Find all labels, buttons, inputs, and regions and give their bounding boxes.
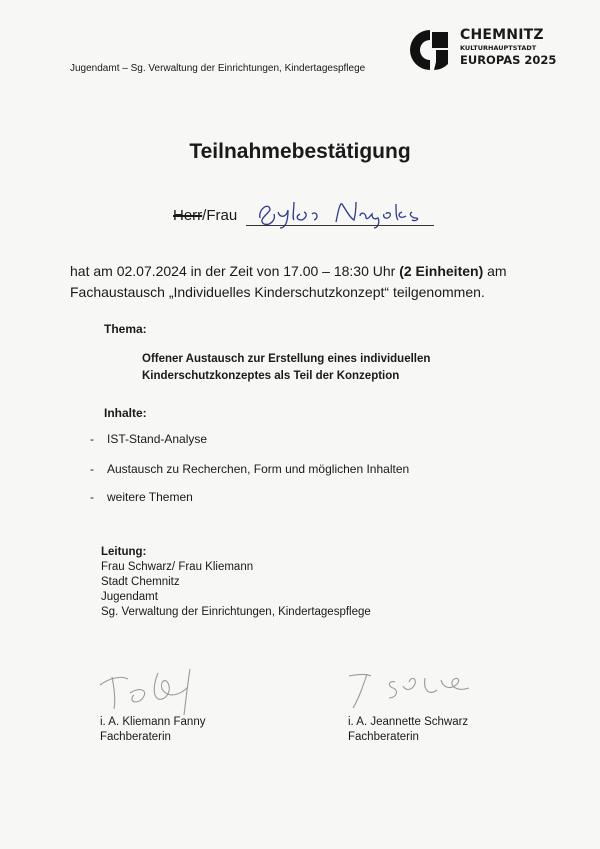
body-line-1-a: hat am 02.07.2024 in der Zeit von 17.00 – 18:30 Uhr [70, 263, 400, 279]
list-bullet: - [90, 490, 94, 504]
document-title: Teilnahmebestätigung [189, 140, 411, 163]
chemnitz-logo-icon [408, 28, 452, 72]
signer-1 [100, 715, 205, 745]
body-units: (2 Einheiten) [399, 263, 484, 279]
salutation [173, 207, 237, 224]
signer-1-name: i. A. Kliemann Fanny [100, 716, 206, 728]
name-underline [246, 225, 434, 226]
header-org-line: Jugendamt – Sg. Verwaltung der Einrichtungen, Kindertagespflege [70, 63, 366, 74]
leitung-block [101, 545, 371, 620]
salutation-struck: Herr [173, 207, 203, 224]
logo-line-2: KULTURHAUPTSTADT [460, 43, 537, 52]
list-item: IST-Stand-Analyse [107, 432, 208, 446]
leitung-line: Stadt Chemnitz [101, 575, 180, 588]
thema-line-2: Kinderschutzkonzeptes als Teil der Konzeption [142, 369, 400, 382]
salutation-rest: /Frau [202, 207, 238, 224]
thema-text [142, 351, 430, 384]
logo-line-3: EUROPAS 2025 [460, 52, 557, 67]
thema-label: Thema: [104, 322, 147, 336]
leitung-line: Frau Schwarz/ Frau Kliemann [101, 560, 254, 573]
list-bullet: - [90, 432, 94, 446]
signer-1-role: Fachberaterin [100, 730, 171, 743]
signature-schwarz [345, 668, 475, 713]
body-line-1 [70, 263, 507, 279]
leitung-line: Jugendamt [101, 590, 158, 603]
signature-kliemann [98, 665, 218, 720]
inhalte-label: Inhalte: [104, 406, 147, 420]
list-item: weitere Themen [107, 490, 193, 504]
list-bullet: - [90, 462, 94, 476]
logo-line-1: CHEMNITZ [460, 27, 544, 43]
thema-line-1: Offener Austausch zur Erstellung eines individuellen [142, 353, 431, 365]
logo-text [460, 28, 556, 66]
body-line-2: Fachaustausch „Individuelles Kinderschutzkonzept“ teilgenommen. [70, 284, 485, 300]
leitung-line: Sg. Verwaltung der Einrichtungen, Kindertagespflege [101, 605, 371, 618]
leitung-label: Leitung: [101, 546, 147, 558]
signer-2-name: i. A. Jeannette Schwarz [348, 716, 469, 728]
body-line-1-b: am [483, 263, 507, 279]
signer-2 [348, 715, 468, 745]
signer-2-role: Fachberaterin [348, 730, 419, 743]
list-item: Austausch zu Recherchen, Form und möglichen Inhalten [107, 462, 410, 476]
